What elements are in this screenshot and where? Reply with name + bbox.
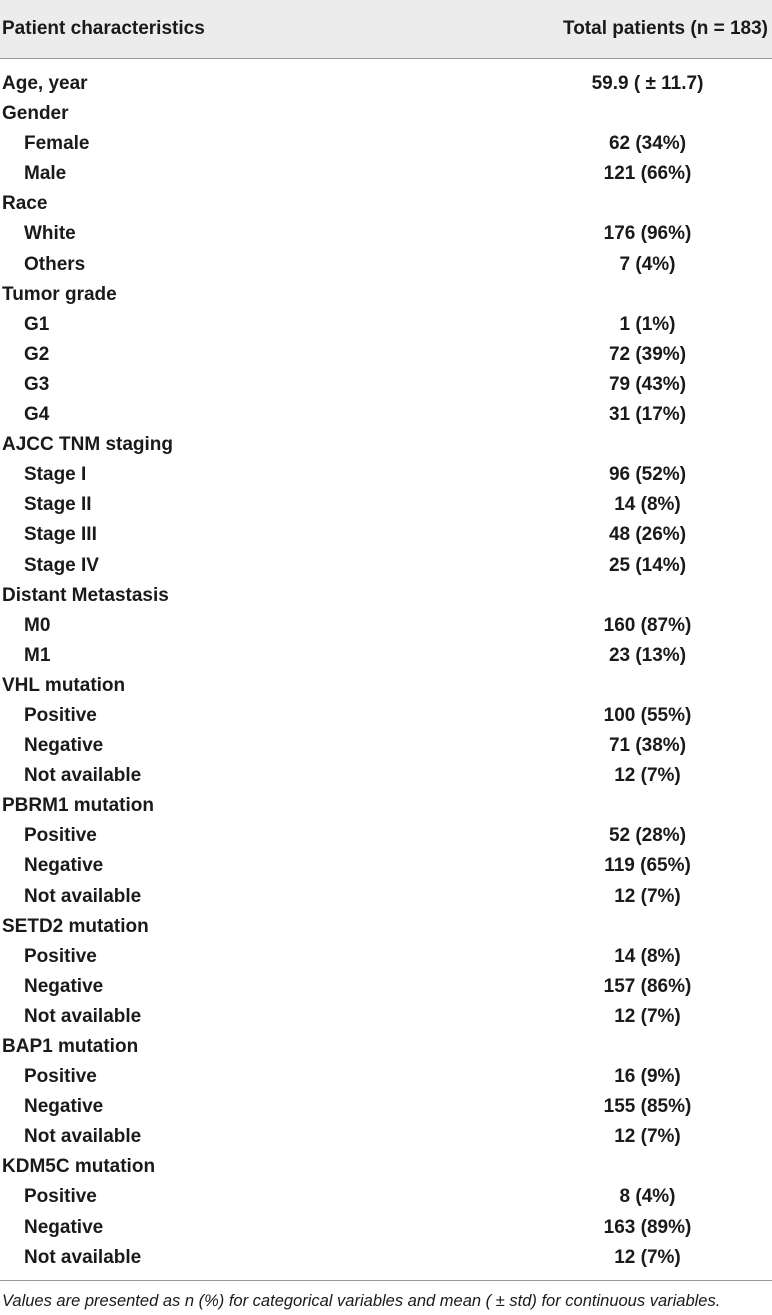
row-value: 121 (66%)	[603, 163, 692, 185]
row-value: 72 (39%)	[608, 343, 687, 365]
table-section-row	[0, 68, 772, 98]
row-label: Stage III	[24, 524, 97, 546]
row-value: 12 (7%)	[614, 1126, 681, 1148]
table-row	[0, 1001, 772, 1031]
table-row	[0, 459, 772, 489]
row-value: 71 (38%)	[608, 735, 687, 757]
table-row	[0, 158, 772, 188]
row-value: 31 (17%)	[608, 404, 687, 426]
row-label: Negative	[24, 855, 104, 877]
row-value: 48 (26%)	[608, 524, 687, 546]
row-value: 23 (13%)	[608, 644, 687, 666]
row-value: 12 (7%)	[614, 1246, 681, 1268]
row-value: 163 (89%)	[603, 1216, 692, 1238]
table-row	[0, 369, 772, 399]
row-label: Negative	[24, 1216, 104, 1238]
row-label: Age, year	[2, 73, 88, 94]
table-row	[0, 1212, 772, 1242]
row-value: 62 (34%)	[608, 133, 687, 155]
row-label: AJCC TNM staging	[2, 434, 173, 456]
row-value: 12 (7%)	[614, 765, 681, 787]
table-row	[0, 700, 772, 730]
row-value: 52 (28%)	[608, 825, 687, 847]
row-value: 12 (7%)	[614, 885, 681, 907]
table-section-row	[0, 188, 772, 218]
row-label: SETD2 mutation	[2, 915, 149, 937]
header-total-patients: Total patients (n = 183)	[563, 18, 768, 39]
table-row	[0, 850, 772, 880]
row-value: 155 (85%)	[603, 1096, 692, 1118]
row-label: Not available	[24, 1126, 142, 1148]
row-value: 160 (87%)	[603, 614, 692, 636]
row-value: 14 (8%)	[614, 945, 681, 967]
row-value: 59.9 ( ± 11.7)	[591, 73, 704, 94]
row-label: BAP1 mutation	[2, 1036, 139, 1057]
table-row	[0, 128, 772, 158]
row-value: 14 (8%)	[614, 494, 681, 516]
row-label: Not available	[24, 1246, 142, 1268]
table-row	[0, 218, 772, 248]
row-label: White	[24, 223, 76, 245]
row-label: VHL mutation	[2, 674, 126, 696]
row-label: Negative	[24, 735, 104, 757]
row-value: 16 (9%)	[614, 1066, 681, 1088]
row-label: G1	[24, 313, 50, 335]
row-value: 157 (86%)	[603, 975, 692, 997]
row-label: Not available	[24, 1005, 142, 1027]
row-label: Stage IV	[24, 554, 99, 576]
table-row	[0, 1181, 772, 1211]
row-value: 176 (96%)	[603, 223, 692, 245]
table-row	[0, 760, 772, 790]
table-section-row	[0, 580, 772, 610]
row-label: G3	[24, 373, 50, 395]
row-label: PBRM1 mutation	[2, 795, 154, 817]
row-label: Positive	[24, 825, 97, 847]
row-value: 100 (55%)	[603, 704, 692, 726]
table-body	[0, 59, 772, 1272]
row-value: 12 (7%)	[614, 1005, 681, 1027]
row-value: 8 (4%)	[619, 1186, 676, 1208]
table-row	[0, 941, 772, 971]
row-label: Negative	[24, 1096, 104, 1118]
table-row	[0, 1121, 772, 1151]
table-row	[0, 881, 772, 911]
row-label: Positive	[24, 704, 97, 726]
table-row	[0, 519, 772, 549]
row-label: Not available	[24, 885, 142, 907]
table-row	[0, 610, 772, 640]
row-label: Positive	[24, 945, 97, 967]
table-row	[0, 820, 772, 850]
row-label: Stage I	[24, 464, 87, 486]
table-row	[0, 550, 772, 580]
row-label: Male	[24, 163, 67, 185]
row-value: 1 (1%)	[619, 313, 676, 335]
table-row	[0, 1061, 772, 1091]
table-row	[0, 730, 772, 760]
table-section-row	[0, 1151, 772, 1181]
table-section-row	[0, 790, 772, 820]
table-row	[0, 399, 772, 429]
row-label: M0	[24, 614, 51, 636]
table-row	[0, 640, 772, 670]
table-row	[0, 339, 772, 369]
row-label: G2	[24, 343, 50, 365]
table-section-row	[0, 429, 772, 459]
row-label: Race	[2, 193, 48, 215]
row-label: Negative	[24, 975, 104, 997]
header-patient-characteristics: Patient characteristics	[2, 18, 205, 39]
table-row	[0, 489, 772, 519]
row-label: KDM5C mutation	[2, 1156, 156, 1178]
row-value: 119 (65%)	[604, 855, 691, 877]
row-label: G4	[24, 404, 50, 426]
footer-rule	[0, 1280, 772, 1281]
row-label: Tumor grade	[2, 283, 117, 305]
table-row	[0, 1091, 772, 1121]
row-value: 79 (43%)	[608, 373, 687, 395]
row-label: Not available	[24, 765, 142, 787]
table-footnote: Values are presented as n (%) for categorical variables and mean ( ± std) for continuous variables.	[2, 1292, 721, 1310]
row-label: Others	[24, 253, 86, 275]
row-label: Female	[24, 133, 90, 155]
row-label: M1	[24, 644, 51, 666]
table-row	[0, 971, 772, 1001]
table-row	[0, 309, 772, 339]
table-section-row	[0, 670, 772, 700]
table-row	[0, 249, 772, 279]
table-section-row	[0, 911, 772, 941]
row-label: Distant Metastasis	[2, 584, 169, 606]
row-label: Positive	[24, 1186, 97, 1208]
table-section-row	[0, 279, 772, 309]
row-value: 25 (14%)	[608, 554, 687, 576]
row-value: 96 (52%)	[608, 464, 687, 486]
row-label: Positive	[24, 1066, 97, 1088]
table-row	[0, 1242, 772, 1272]
row-label: Gender	[2, 103, 69, 125]
row-value: 7 (4%)	[619, 253, 676, 275]
row-label: Stage II	[24, 494, 92, 516]
table-section-row	[0, 1031, 772, 1061]
table-section-row	[0, 98, 772, 128]
table-header	[0, 0, 772, 59]
